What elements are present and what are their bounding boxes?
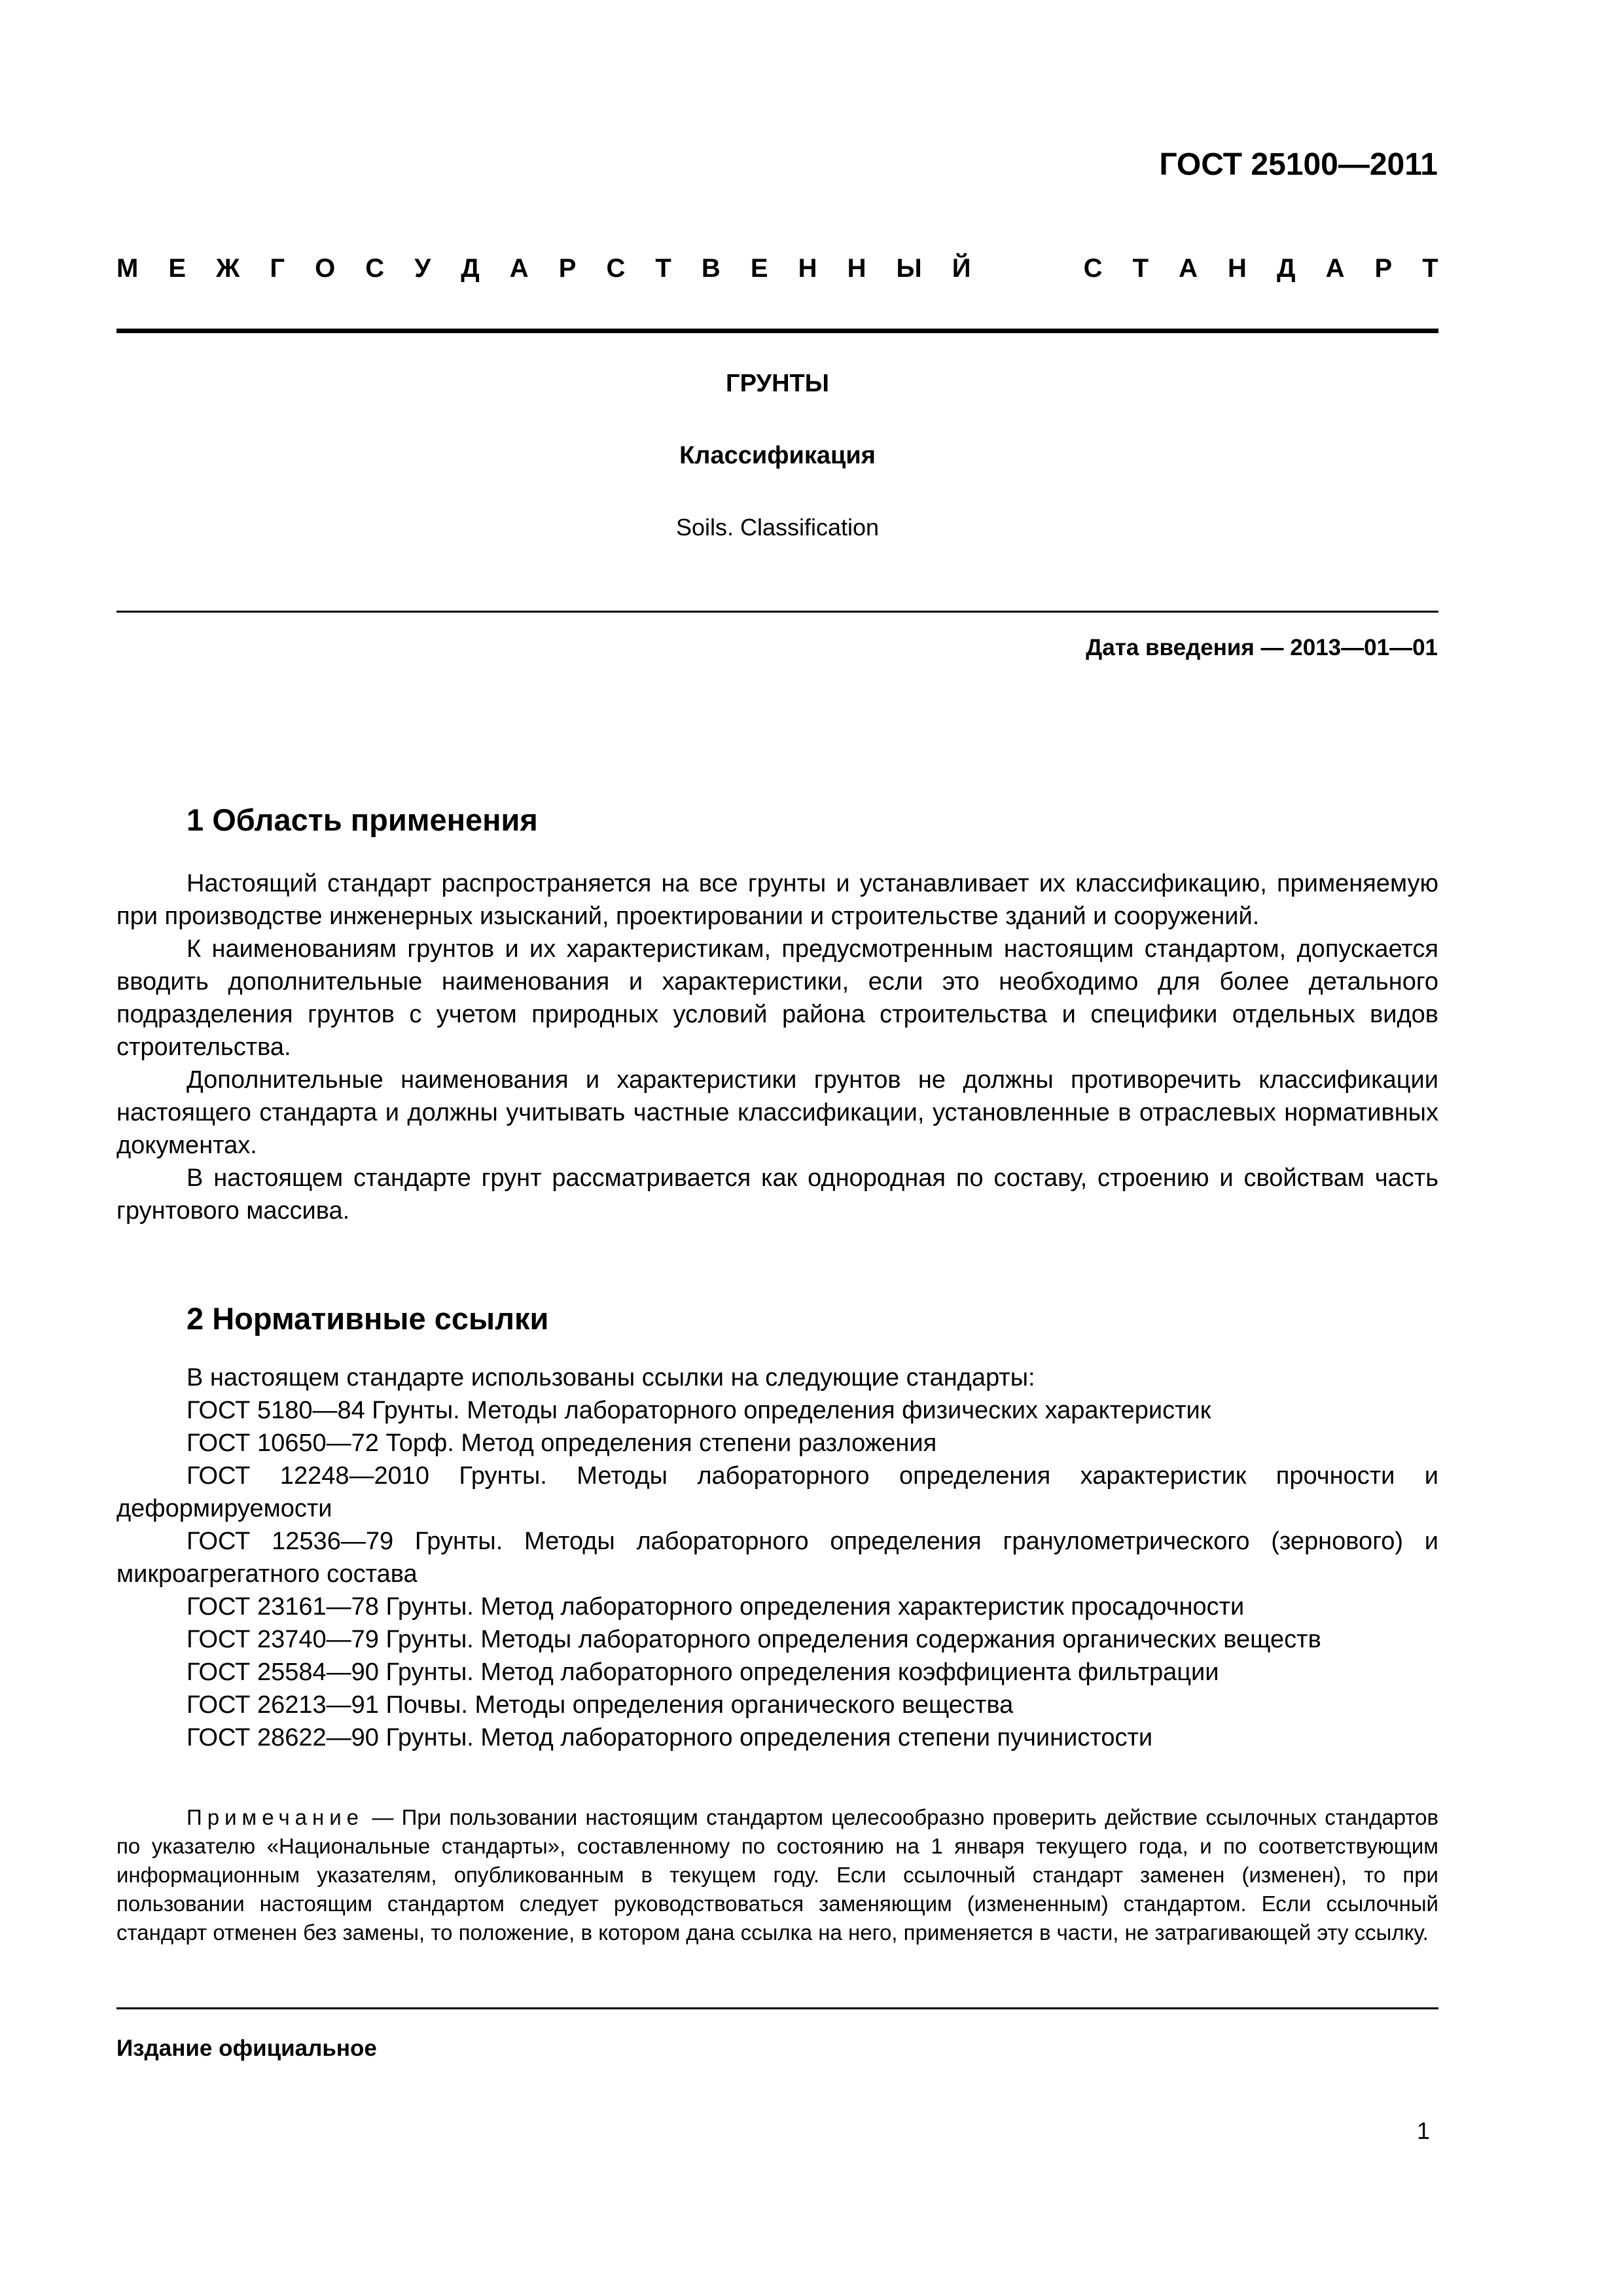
interstate-letter: С	[606, 253, 626, 283]
standard-letter: С	[1083, 253, 1103, 283]
standard-letter: Р	[1374, 253, 1393, 283]
interstate-letter: Т	[655, 253, 671, 283]
paragraph: ГОСТ 25584—90 Грунты. Метод лабораторного определения коэффициента фильтрации	[187, 1659, 1219, 1686]
paragraph: ГОСТ 12248—2010 Грунты. Методы лабораторного определения характеристик прочности и деформируемости	[116, 1462, 1438, 1522]
paragraph: В настоящем стандарте грунт рассматривается как однородная по составу, строению и свойствам часть грунтового массива.	[116, 1164, 1438, 1225]
paragraph: В настоящем стандарте использованы ссылки на следующие стандарты:	[187, 1364, 1035, 1391]
paragraph: Дополнительные наименования и характеристики грунтов не должны противоречить классификации настоящего стандарта и должны учитывать частные классификации, установленные в отраслевых нормативных документах.	[116, 1066, 1438, 1159]
standard-letter: А	[1325, 253, 1345, 283]
standard-subtitle: Классификация	[679, 442, 876, 469]
introduction-date: Дата введения — 2013—01—01	[1086, 635, 1438, 660]
title-divider	[116, 611, 1438, 613]
official-edition-label: Издание официальное	[116, 2036, 377, 2061]
standard-letter: Н	[1228, 253, 1247, 283]
interstate-letter: Н	[798, 253, 817, 283]
standard-letter: Т	[1132, 253, 1149, 283]
standard-letter: А	[1179, 253, 1198, 283]
note-text: — При пользовании настоящим стандартом целесообразно проверить действие ссылочных стандартов по указателю «Национальные стандарты», составленному по состоянию на 1 января текущего года, и по соответствующим информационным указателям, опубликованным в текущем году. Если ссылочный стандарт заменен (изменен), то при пользовании настоящим стандартом следует руководствоваться заменяющим (измененным) стандартом. Если ссылочный стандарт отменен без замены, то положение, в котором дана ссылка на него, применяется в части, не затрагивающей эту ссылку.	[116, 1805, 1438, 1945]
paragraph: ГОСТ 28622—90 Грунты. Метод лабораторного определения степени пучинистости	[187, 1724, 1153, 1751]
interstate-letter: М	[116, 253, 139, 283]
paragraph: К наименованиям грунтов и их характеристикам, предусмотренным настоящим стандартом, допускается вводить дополнительные наименования и характеристики, если это необходимо для более детального подразделения грунтов с учетом природных условий района строительства и специфики отдельных видов строительства.	[116, 935, 1438, 1061]
interstate-letter: Ы	[896, 253, 922, 283]
paragraph: Настоящий стандарт распространяется на все грунты и устанавливает их классификацию, применяемую при производстве инженерных изысканий, проектировании и строительстве зданий и сооружений.	[116, 870, 1438, 930]
section-1-heading: 1 Область применения	[187, 802, 538, 837]
note-label: Примечание	[187, 1805, 365, 1829]
section-1-body	[116, 867, 1438, 1227]
interstate-letter: Е	[750, 253, 768, 283]
standard-title: ГРУНТЫ	[726, 370, 829, 397]
interstate-letter: Й	[952, 253, 971, 283]
page-number: 1	[1416, 2117, 1430, 2144]
paragraph: ГОСТ 26213—91 Почвы. Методы определения органического вещества	[187, 1691, 1014, 1719]
interstate-letter: Н	[847, 253, 866, 283]
interstate-letter: Ж	[216, 253, 240, 283]
document-number: ГОСТ 25100—2011	[1159, 147, 1438, 182]
standard-letter: Т	[1422, 253, 1438, 283]
note-block	[116, 1803, 1438, 1947]
paragraph: ГОСТ 23161—78 Грунты. Метод лабораторного определения характеристик просадочности	[187, 1593, 1245, 1621]
paragraph: ГОСТ 23740—79 Грунты. Методы лабораторного определения содержания органических веществ	[187, 1626, 1321, 1653]
section-2-heading: 2 Нормативные ссылки	[187, 1301, 549, 1336]
header-divider	[116, 329, 1438, 333]
paragraph: ГОСТ 12536—79 Грунты. Методы лабораторного определения гранулометрического (зернового) и микроагрегатного состава	[116, 1528, 1438, 1588]
paragraph: ГОСТ 5180—84 Грунты. Методы лабораторного определения физических характеристик	[187, 1397, 1211, 1424]
interstate-letter: Г	[270, 253, 285, 283]
interstate-letter: В	[701, 253, 721, 283]
interstate-letter: О	[315, 253, 336, 283]
interstate-letter: Д	[461, 253, 480, 283]
interstate-letter: С	[365, 253, 385, 283]
english-title: Soils. Classification	[675, 514, 880, 541]
section-2-body	[116, 1361, 1438, 1754]
paragraph: ГОСТ 10650—72 Торф. Метод определения степени разложения	[187, 1429, 937, 1457]
interstate-letter: Е	[168, 253, 187, 283]
footer-divider	[116, 2007, 1438, 2009]
interstate-standard-heading	[116, 249, 1438, 288]
interstate-letter: А	[509, 253, 529, 283]
standard-letter: Д	[1277, 253, 1296, 283]
interstate-letter: Р	[558, 253, 577, 283]
interstate-letter: У	[414, 253, 431, 283]
